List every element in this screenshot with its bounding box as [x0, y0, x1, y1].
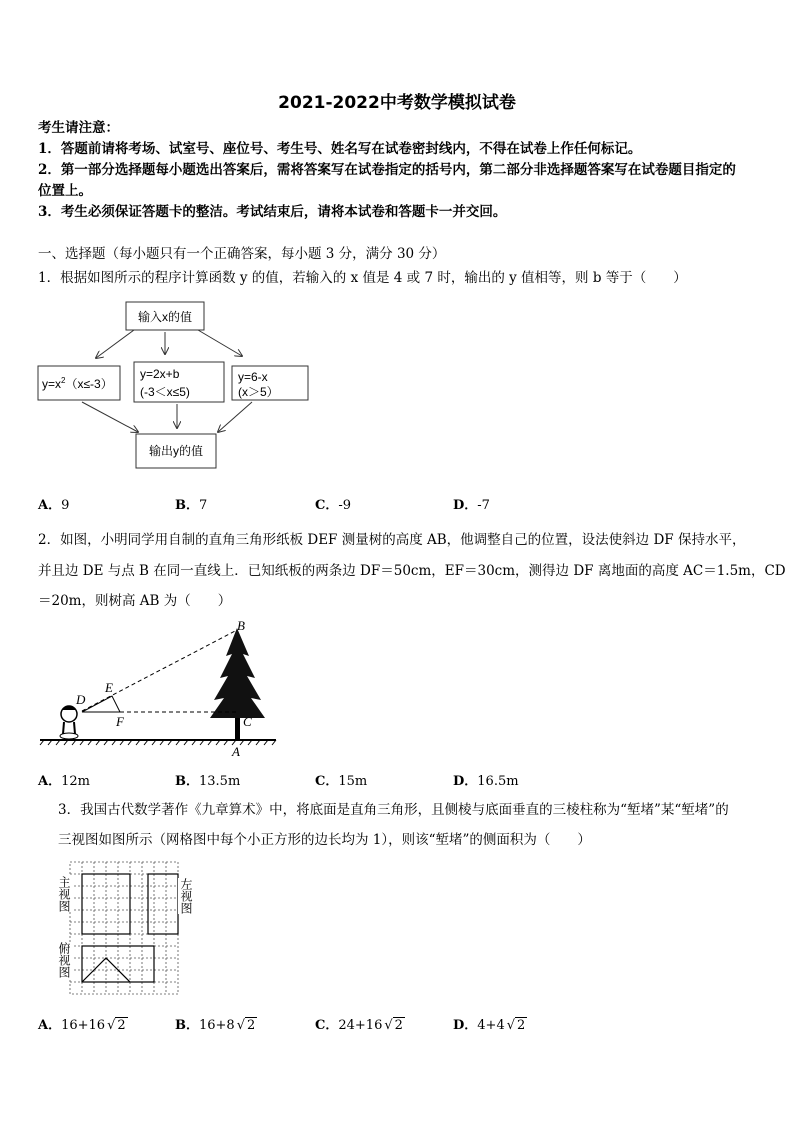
- left-view-rect: [148, 874, 178, 934]
- flow-arrow: [198, 330, 242, 356]
- sight-line-db: [82, 630, 237, 711]
- left-view-label-vertical: 左视图: [179, 878, 193, 914]
- q1-option-a[interactable]: A．9: [38, 498, 70, 513]
- q2-stem-line: ＝20m，则树高 AB 为（ ）: [38, 593, 232, 609]
- label-d: D: [76, 692, 86, 707]
- q2-figure: [36, 616, 286, 762]
- q3-option-a[interactable]: A．16+16 √ 2: [38, 1018, 126, 1033]
- label-a: A: [232, 744, 240, 759]
- section-heading: 一、选择题（每小题只有一个正确答案，每小题 3 分，满分 30 分）: [38, 246, 446, 262]
- q1-stem: 1．根据如图所示的程序计算函数 y 的值，若输入的 x 值是 4 或 7 时，输出的 y 值相等，则 b 等于（ ）: [38, 270, 687, 286]
- flow-left-text: $y=x^2(x\le-3)$: [42, 376, 113, 391]
- q2-stem-line: 并且边 DE 与点 B 在同一直线上．已知纸板的两条边 DF＝50cm，EF＝30cm，测得边 DF 离地面的高度 AC＝1.5m，CD: [38, 563, 786, 579]
- flow-output-text: 输出y的值: [148, 444, 204, 458]
- label-c: C: [243, 714, 252, 729]
- notice-heading: 考生请注意：: [38, 120, 119, 136]
- flow-arrow: [82, 402, 138, 432]
- label-f: F: [116, 714, 124, 729]
- q2-option-a[interactable]: A．12m: [38, 774, 90, 789]
- q2-option-d[interactable]: D．16.5m: [453, 774, 519, 789]
- q3-option-b[interactable]: B．16+8 √ 2: [175, 1018, 256, 1033]
- q3-option-d[interactable]: D．4+4 √ 2: [453, 1018, 526, 1033]
- q3-stem-line: 三视图如图所示（网格图中每个小正方形的边长均为 1），则该“堑堵”的侧面积为（ ）: [58, 832, 591, 848]
- notice-item: 1．答题前请将考场、试室号、座位号、考生号、姓名写在试卷密封线内，不得在试卷上作任何标记。: [38, 141, 642, 157]
- notice-item: 位置上。: [38, 183, 92, 199]
- label-e: E: [105, 680, 113, 695]
- q2-stem-line: 2．如图，小明同学用自制的直角三角形纸板 DEF 测量树的高度 AB，他调整自己的位置，设法使斜边 DF 保持水平，: [38, 532, 746, 548]
- tree-icon: [210, 628, 265, 740]
- notice-item: 3．考生必须保证答题卡的整洁。考试结束后，请将本试卷和答题卡一并交回。: [38, 204, 507, 220]
- flow-right-text-1: y=6-x: [238, 370, 268, 384]
- q1-option-c[interactable]: C．-9: [315, 498, 352, 513]
- q2-option-c[interactable]: C．15m: [315, 774, 368, 789]
- flow-mid-text-1: y=2x+b: [140, 367, 180, 381]
- triangle-def: [82, 696, 120, 712]
- main-view-label-vertical: 主视图: [57, 876, 71, 912]
- flow-arrow: [96, 330, 134, 358]
- q2-option-b[interactable]: B．13.5m: [175, 774, 241, 789]
- page-title: 2021-2022中考数学模拟试卷: [278, 93, 516, 113]
- label-b: B: [237, 618, 245, 633]
- q3-stem-line: 3．我国古代数学著作《九章算术》中，将底面是直角三角形，且侧棱与底面垂直的三棱柱称为“堑堵”某“堑堵”的: [58, 802, 729, 818]
- flow-input-text: 输入x的值: [137, 310, 193, 324]
- top-view-label-vertical: 俯视图: [57, 942, 71, 978]
- flow-mid-text-2: (-3＜x≤5): [140, 385, 190, 399]
- person-icon: [60, 706, 78, 739]
- q3-option-c[interactable]: C．24+16 √ 2: [315, 1018, 403, 1033]
- q1-option-d[interactable]: D．-7: [453, 498, 490, 513]
- flow-arrow: [218, 402, 252, 432]
- notice-item: 2．第一部分选择题每小题选出答案后，需将答案写在试卷指定的括号内，第二部分非选择题答案写在试卷题目指定的: [38, 162, 736, 178]
- grid: [70, 862, 178, 994]
- flow-right-text-2: (x＞5）: [238, 385, 279, 399]
- q1-option-b[interactable]: B．7: [175, 498, 208, 513]
- q1-flowchart: [34, 298, 334, 478]
